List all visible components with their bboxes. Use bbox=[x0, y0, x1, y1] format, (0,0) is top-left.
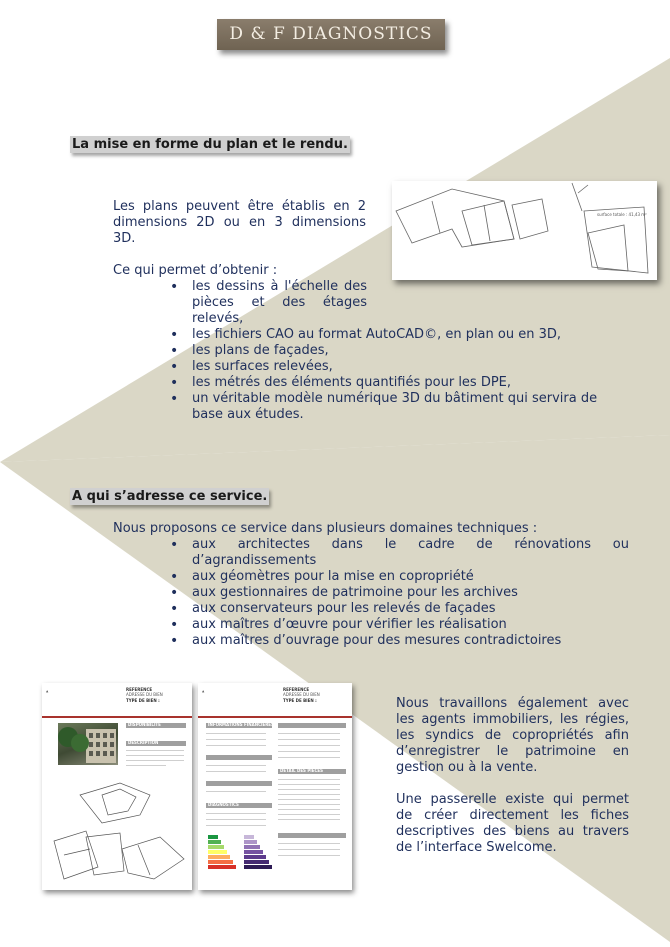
list-item: • aux géomètres pour la mise en copropriété bbox=[170, 569, 629, 585]
floor-plan-image bbox=[392, 181, 657, 280]
sheet-title: REFERENCE bbox=[283, 687, 310, 692]
sheet-plans bbox=[50, 775, 188, 885]
plan-surface-label: surface totale : 41,43 m² bbox=[597, 212, 647, 217]
property-sheet-left: ▲ REFERENCE ADRESSE DU BIEN TYPE DE BIEN : DISPONIBILITE DESCRIPTION bbox=[42, 683, 192, 890]
sheet-rule bbox=[198, 716, 352, 718]
audience-list bbox=[170, 537, 629, 649]
sheet-subtitle: ADRESSE DU BIEN bbox=[283, 692, 320, 697]
list-item: • les dessins à l'échelle des pièces et des étages relevés, bbox=[170, 279, 367, 327]
list-item: • les métrés des éléments quantifiés pour les DPE, bbox=[170, 375, 630, 391]
section-heading-plan: La mise en forme du plan et le rendu. bbox=[72, 137, 348, 152]
property-sheet-right: ▲ REFERENCE ADRESSE DU BIEN TYPE DE BIEN : INFORMATIONS FINANCIERES DIAGNOSTICS DETAIL DES PIECES bbox=[198, 683, 352, 890]
list-item: • aux maîtres d’ouvrage pour des mesures contradictoires bbox=[170, 633, 629, 649]
intro-paragraph: Les plans peuvent être établis en 2 dimensions 2D ou en 3 dimensions 3D. bbox=[113, 199, 366, 246]
sheet-section: DETAIL DES PIECES bbox=[280, 768, 324, 773]
sheet-rule bbox=[42, 716, 192, 718]
energy-label bbox=[208, 835, 236, 869]
sheet-section: INFORMATIONS FINANCIERES bbox=[208, 722, 274, 727]
sheet-subtitle: ADRESSE DU BIEN bbox=[126, 692, 163, 697]
sheet-section: DISPONIBILITE bbox=[128, 722, 161, 727]
lead-paragraph: Ce qui permet d’obtenir : bbox=[113, 263, 278, 278]
sheet-type: TYPE DE BIEN : bbox=[126, 698, 160, 703]
building-photo bbox=[58, 723, 118, 765]
sheet-section: DESCRIPTION bbox=[128, 740, 159, 745]
section-heading-audience: A qui s’adresse ce service. bbox=[72, 489, 268, 504]
list-item: • aux gestionnaires de patrimoine pour les archives bbox=[170, 585, 629, 601]
sheet-title: REFERENCE bbox=[126, 687, 153, 692]
list-item: • les fichiers CAO au format AutoCAD©, en plan ou en 3D, bbox=[170, 327, 630, 343]
list-item: • aux maîtres d’œuvre pour vérifier les réalisation bbox=[170, 617, 629, 633]
list-item: • un véritable modèle numérique 3D du bâtiment qui servira de base aux études. bbox=[170, 391, 630, 423]
sheet-type: TYPE DE BIEN : bbox=[283, 698, 317, 703]
floor-plan-drawing bbox=[392, 181, 657, 280]
agents-paragraph: Nous travaillons également avec les agents immobiliers, les régies, les syndics de copropriétés afin d’enregistrer le patrimoine en gestion ou à la vente. bbox=[396, 696, 629, 775]
sheet-section: DIAGNOSTICS bbox=[208, 802, 239, 807]
gateway-paragraph: Une passerelle existe qui permet de créer directement les fiches descriptives des biens au travers de l’interface Swelcome. bbox=[396, 792, 629, 855]
list-item: • aux conservateurs pour les relevés de façades bbox=[170, 601, 629, 617]
list-item: • les plans de façades, bbox=[170, 343, 630, 359]
company-logo: D & F DIAGNOSTICS bbox=[217, 19, 445, 50]
audience-lead: Nous proposons ce service dans plusieurs domaines techniques : bbox=[113, 521, 538, 536]
outputs-list bbox=[170, 279, 630, 423]
energy-label-2 bbox=[244, 835, 272, 869]
list-item: • les surfaces relevées, bbox=[170, 359, 630, 375]
list-item: • aux architectes dans le cadre de rénovations ou d’agrandissements bbox=[170, 537, 629, 569]
